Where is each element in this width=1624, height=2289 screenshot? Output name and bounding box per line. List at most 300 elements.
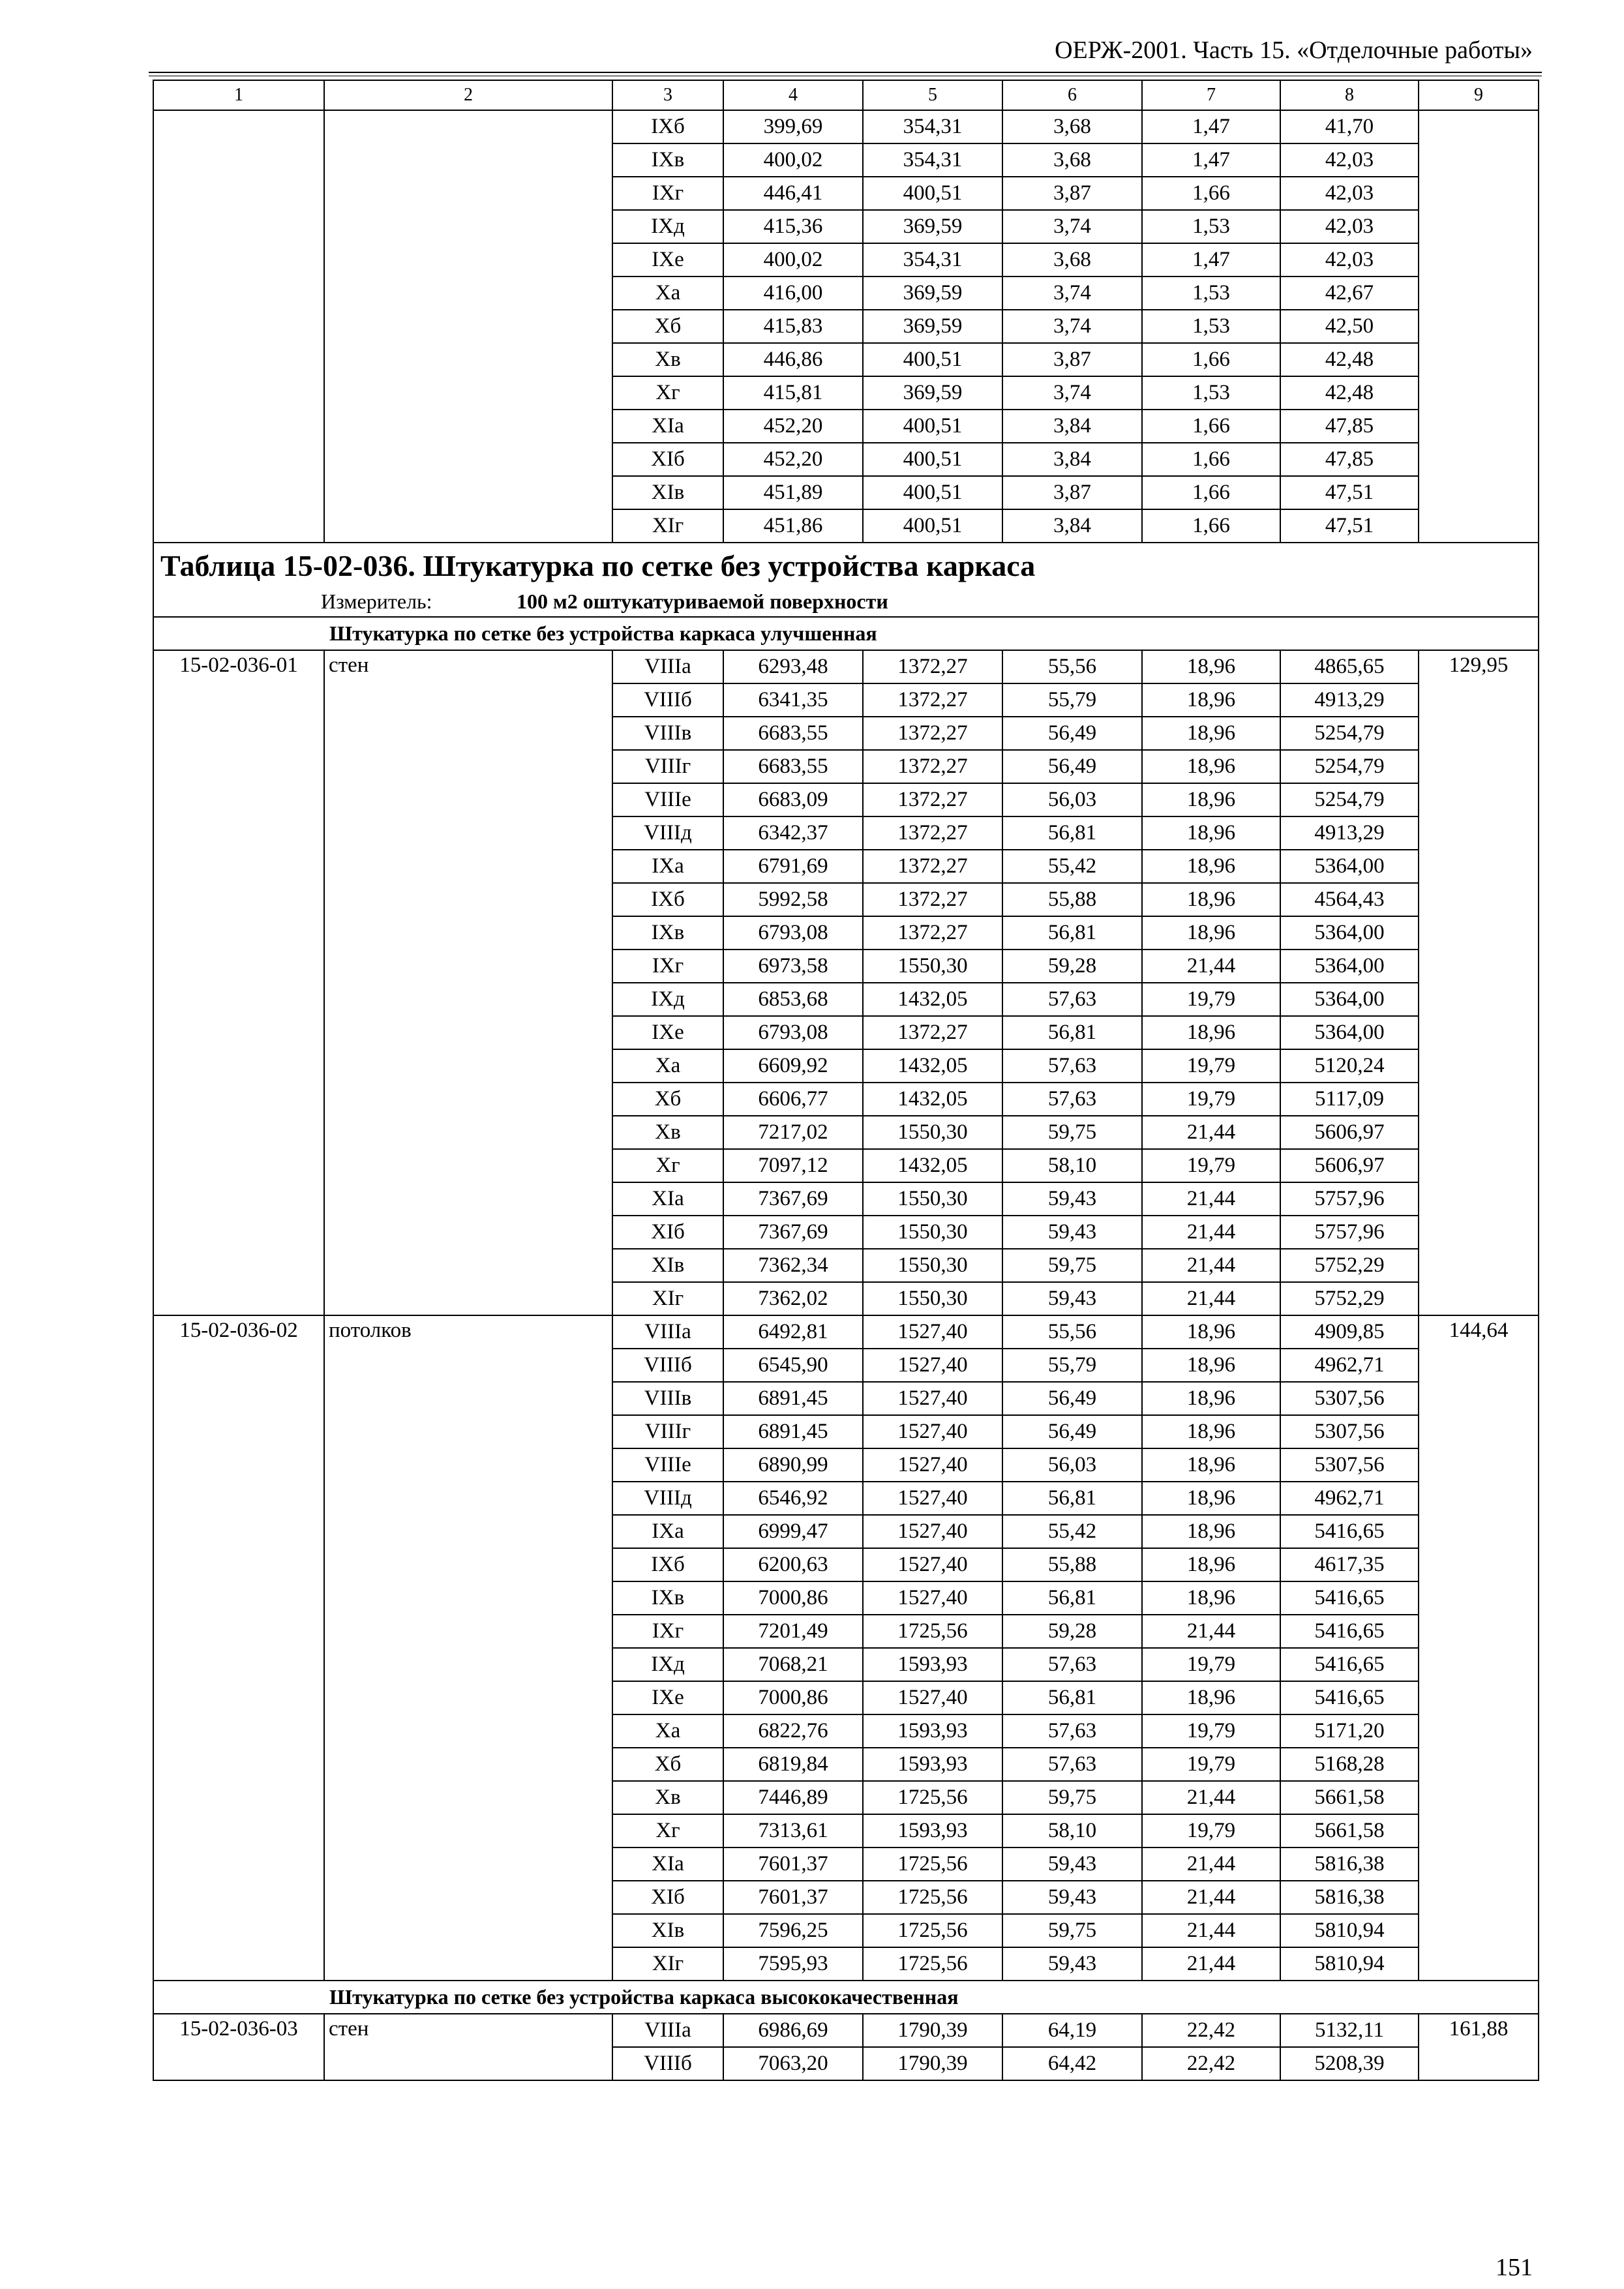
labor-wages: 400,51 (863, 343, 1002, 376)
operator-wages: 21,44 (1142, 1615, 1280, 1648)
total-cost: 6793,08 (723, 1016, 863, 1049)
machine-cost: 55,79 (1002, 683, 1142, 717)
name-cell-empty (324, 110, 612, 543)
machine-cost: 57,63 (1002, 1083, 1142, 1116)
machine-cost: 56,81 (1002, 1482, 1142, 1515)
total-cost: 6293,48 (723, 650, 863, 683)
zone-code: IXа (612, 850, 723, 883)
materials-cost: 4962,71 (1280, 1482, 1419, 1515)
machine-cost: 55,56 (1002, 650, 1142, 683)
machine-cost: 57,63 (1002, 1714, 1142, 1748)
labor-wages: 1372,27 (863, 883, 1002, 916)
machine-cost: 59,28 (1002, 1615, 1142, 1648)
machine-cost: 3,84 (1002, 443, 1142, 476)
zone-code: Xг (612, 1149, 723, 1182)
table-title: Таблица 15-02-036. Штукатурка по сетке без устройства каркаса (153, 543, 1539, 588)
zone-code: Xв (612, 343, 723, 376)
materials-cost: 4913,29 (1280, 683, 1419, 717)
materials-cost: 5752,29 (1280, 1282, 1419, 1315)
labor-wages: 354,31 (863, 243, 1002, 277)
machine-cost: 59,43 (1002, 1881, 1142, 1914)
total-cost: 6492,81 (723, 1315, 863, 1349)
total-cost: 6545,90 (723, 1349, 863, 1382)
section-heading: Штукатурка по сетке без устройства каркаса высококачественная (324, 1981, 1539, 2014)
column-number: 4 (723, 80, 863, 110)
machine-cost: 3,74 (1002, 376, 1142, 410)
materials-cost: 5254,79 (1280, 783, 1419, 816)
operator-wages: 21,44 (1142, 1881, 1280, 1914)
materials-cost: 4909,85 (1280, 1315, 1419, 1349)
item-code: 15-02-036-02 (153, 1315, 324, 1981)
zone-code: VIIIб (612, 1349, 723, 1382)
column-number-row (153, 80, 1539, 110)
materials-cost: 4617,35 (1280, 1548, 1419, 1581)
materials-cost: 5416,65 (1280, 1615, 1419, 1648)
operator-wages: 1,66 (1142, 476, 1280, 509)
machine-cost: 58,10 (1002, 1149, 1142, 1182)
code-cell-empty (153, 110, 324, 543)
total-cost: 6341,35 (723, 683, 863, 717)
machine-cost: 56,49 (1002, 750, 1142, 783)
labor-wages: 1527,40 (863, 1382, 1002, 1415)
labor-wages: 1550,30 (863, 1182, 1002, 1216)
labor-wages: 1372,27 (863, 683, 1002, 717)
operator-wages: 1,53 (1142, 210, 1280, 243)
table-body (153, 80, 1539, 2080)
labor-wages: 1527,40 (863, 1315, 1002, 1349)
labor-wages: 1527,40 (863, 1415, 1002, 1448)
zone-code: IXв (612, 1581, 723, 1615)
machine-cost: 55,88 (1002, 1548, 1142, 1581)
machine-cost: 55,42 (1002, 1515, 1142, 1548)
total-cost: 6609,92 (723, 1049, 863, 1083)
materials-cost: 42,50 (1280, 310, 1419, 343)
zone-code: VIIIе (612, 1448, 723, 1482)
operator-wages: 21,44 (1142, 1116, 1280, 1149)
operator-wages: 1,66 (1142, 509, 1280, 543)
zone-code: IXг (612, 1615, 723, 1648)
zone-code: Xа (612, 277, 723, 310)
total-cost: 7601,37 (723, 1848, 863, 1881)
item-name: потолков (324, 1315, 612, 1981)
zone-code: XIа (612, 1182, 723, 1216)
materials-cost: 5757,96 (1280, 1182, 1419, 1216)
column-number: 9 (1419, 80, 1539, 110)
zone-code: IXе (612, 243, 723, 277)
labor-wages: 1432,05 (863, 1149, 1002, 1182)
labor-wages: 1593,93 (863, 1714, 1002, 1748)
table-title-row (153, 543, 1539, 588)
total-cost: 7063,20 (723, 2047, 863, 2080)
operator-wages: 18,96 (1142, 1349, 1280, 1382)
operator-wages: 1,47 (1142, 143, 1280, 177)
total-cost: 446,41 (723, 177, 863, 210)
machine-cost: 56,81 (1002, 1016, 1142, 1049)
table-row (153, 110, 1539, 143)
total-cost: 452,20 (723, 443, 863, 476)
meter-row (153, 588, 1539, 617)
item-name: стен (324, 650, 612, 1315)
machine-cost: 58,10 (1002, 1814, 1142, 1848)
zone-code: VIIIд (612, 816, 723, 850)
col9-cell-empty (1419, 110, 1539, 543)
materials-cost: 5208,39 (1280, 2047, 1419, 2080)
column-number: 8 (1280, 80, 1419, 110)
labor-wages: 1790,39 (863, 2014, 1002, 2047)
machine-cost: 57,63 (1002, 1049, 1142, 1083)
labor-wages: 1725,56 (863, 1881, 1002, 1914)
materials-cost: 47,51 (1280, 509, 1419, 543)
operator-wages: 18,96 (1142, 916, 1280, 950)
operator-wages: 21,44 (1142, 950, 1280, 983)
section-spacer (153, 1981, 324, 2014)
machine-cost: 59,43 (1002, 1282, 1142, 1315)
labor-wages: 1593,93 (863, 1814, 1002, 1848)
machine-cost: 59,28 (1002, 950, 1142, 983)
labor-wages: 1593,93 (863, 1748, 1002, 1781)
operator-wages: 19,79 (1142, 1083, 1280, 1116)
total-cost: 7596,25 (723, 1914, 863, 1947)
zone-code: VIIIг (612, 750, 723, 783)
materials-cost: 42,03 (1280, 143, 1419, 177)
total-cost: 7595,93 (723, 1947, 863, 1981)
zone-code: IXа (612, 1515, 723, 1548)
total-cost: 6986,69 (723, 2014, 863, 2047)
total-cost: 7362,34 (723, 1249, 863, 1282)
labor-wages: 1527,40 (863, 1482, 1002, 1515)
materials-cost: 5810,94 (1280, 1914, 1419, 1947)
operator-wages: 21,44 (1142, 1249, 1280, 1282)
operator-wages: 21,44 (1142, 1914, 1280, 1947)
operator-wages: 1,66 (1142, 343, 1280, 376)
materials-cost: 5661,58 (1280, 1781, 1419, 1814)
materials-cost: 47,85 (1280, 410, 1419, 443)
materials-cost: 5307,56 (1280, 1415, 1419, 1448)
operator-wages: 18,96 (1142, 750, 1280, 783)
operator-wages: 18,96 (1142, 1482, 1280, 1515)
machine-cost: 55,42 (1002, 850, 1142, 883)
zone-code: XIб (612, 443, 723, 476)
meter-value: 100 м2 оштукатуриваемой поверхности (517, 590, 888, 613)
operator-wages: 19,79 (1142, 1748, 1280, 1781)
machine-cost: 57,63 (1002, 1748, 1142, 1781)
machine-cost: 64,19 (1002, 2014, 1142, 2047)
operator-wages: 19,79 (1142, 1648, 1280, 1681)
zone-code: Xг (612, 376, 723, 410)
total-cost: 415,83 (723, 310, 863, 343)
machine-cost: 55,88 (1002, 883, 1142, 916)
machine-cost: 59,75 (1002, 1914, 1142, 1947)
machine-cost: 56,81 (1002, 1581, 1142, 1615)
operator-wages: 1,66 (1142, 177, 1280, 210)
total-cost: 6891,45 (723, 1382, 863, 1415)
materials-cost: 42,67 (1280, 277, 1419, 310)
labor-wages: 1550,30 (863, 1249, 1002, 1282)
materials-cost: 42,48 (1280, 343, 1419, 376)
zone-code: VIIIв (612, 717, 723, 750)
machine-cost: 59,43 (1002, 1216, 1142, 1249)
labor-wages: 1372,27 (863, 750, 1002, 783)
section-heading-row (153, 1981, 1539, 2014)
machine-cost: 55,79 (1002, 1349, 1142, 1382)
labor-hours: 161,88 (1419, 2014, 1539, 2080)
item-code: 15-02-036-01 (153, 650, 324, 1315)
labor-wages: 1725,56 (863, 1947, 1002, 1981)
machine-cost: 3,84 (1002, 509, 1142, 543)
machine-cost: 56,81 (1002, 1681, 1142, 1714)
materials-cost: 42,03 (1280, 177, 1419, 210)
labor-wages: 1550,30 (863, 1282, 1002, 1315)
labor-wages: 1432,05 (863, 1083, 1002, 1116)
labor-wages: 400,51 (863, 410, 1002, 443)
operator-wages: 21,44 (1142, 1216, 1280, 1249)
section-spacer (153, 617, 324, 650)
total-cost: 6973,58 (723, 950, 863, 983)
total-cost: 6890,99 (723, 1448, 863, 1482)
total-cost: 6999,47 (723, 1515, 863, 1548)
operator-wages: 22,42 (1142, 2047, 1280, 2080)
labor-wages: 369,59 (863, 210, 1002, 243)
estimate-table (153, 80, 1539, 2081)
zone-code: IXе (612, 1016, 723, 1049)
zone-code: IXб (612, 883, 723, 916)
labor-wages: 400,51 (863, 476, 1002, 509)
total-cost: 416,00 (723, 277, 863, 310)
machine-cost: 56,49 (1002, 1382, 1142, 1415)
total-cost: 6891,45 (723, 1415, 863, 1448)
operator-wages: 19,79 (1142, 1814, 1280, 1848)
column-number: 1 (153, 80, 324, 110)
item-code: 15-02-036-03 (153, 2014, 324, 2080)
materials-cost: 5816,38 (1280, 1848, 1419, 1881)
total-cost: 6683,09 (723, 783, 863, 816)
zone-code: IXг (612, 950, 723, 983)
machine-cost: 59,43 (1002, 1848, 1142, 1881)
zone-code: VIIIг (612, 1415, 723, 1448)
machine-cost: 56,49 (1002, 717, 1142, 750)
machine-cost: 64,42 (1002, 2047, 1142, 2080)
labor-wages: 1372,27 (863, 717, 1002, 750)
total-cost: 6606,77 (723, 1083, 863, 1116)
zone-code: IXв (612, 916, 723, 950)
machine-cost: 56,81 (1002, 916, 1142, 950)
page-header: ОЕРЖ-2001. Часть 15. «Отделочные работы» (1055, 37, 1533, 64)
labor-wages: 400,51 (863, 177, 1002, 210)
machine-cost: 3,87 (1002, 476, 1142, 509)
total-cost: 6683,55 (723, 717, 863, 750)
materials-cost: 47,85 (1280, 443, 1419, 476)
zone-code: XIб (612, 1216, 723, 1249)
zone-code: IXб (612, 1548, 723, 1581)
column-number: 5 (863, 80, 1002, 110)
total-cost: 7000,86 (723, 1681, 863, 1714)
machine-cost: 56,49 (1002, 1415, 1142, 1448)
zone-code: IXб (612, 110, 723, 143)
zone-code: XIг (612, 509, 723, 543)
labor-wages: 1527,40 (863, 1448, 1002, 1482)
labor-wages: 354,31 (863, 143, 1002, 177)
labor-wages: 1527,40 (863, 1548, 1002, 1581)
operator-wages: 1,53 (1142, 310, 1280, 343)
labor-wages: 1550,30 (863, 950, 1002, 983)
total-cost: 415,36 (723, 210, 863, 243)
labor-wages: 1527,40 (863, 1515, 1002, 1548)
materials-cost: 5757,96 (1280, 1216, 1419, 1249)
table-row (153, 1315, 1539, 1349)
total-cost: 6822,76 (723, 1714, 863, 1748)
labor-wages: 369,59 (863, 376, 1002, 410)
column-number: 2 (324, 80, 612, 110)
materials-cost: 5171,20 (1280, 1714, 1419, 1748)
machine-cost: 3,74 (1002, 277, 1142, 310)
total-cost: 7000,86 (723, 1581, 863, 1615)
operator-wages: 1,47 (1142, 110, 1280, 143)
materials-cost: 5416,65 (1280, 1515, 1419, 1548)
machine-cost: 56,03 (1002, 783, 1142, 816)
materials-cost: 5132,11 (1280, 2014, 1419, 2047)
zone-code: XIг (612, 1282, 723, 1315)
machine-cost: 3,84 (1002, 410, 1142, 443)
operator-wages: 18,96 (1142, 1382, 1280, 1415)
operator-wages: 18,96 (1142, 1448, 1280, 1482)
zone-code: Xб (612, 1083, 723, 1116)
zone-code: VIIIа (612, 650, 723, 683)
total-cost: 6546,92 (723, 1482, 863, 1515)
materials-cost: 5254,79 (1280, 717, 1419, 750)
operator-wages: 19,79 (1142, 1714, 1280, 1748)
materials-cost: 5416,65 (1280, 1648, 1419, 1681)
machine-cost: 59,43 (1002, 1182, 1142, 1216)
total-cost: 7201,49 (723, 1615, 863, 1648)
labor-wages: 1725,56 (863, 1615, 1002, 1648)
labor-wages: 1372,27 (863, 850, 1002, 883)
zone-code: VIIIа (612, 1315, 723, 1349)
labor-wages: 1550,30 (863, 1216, 1002, 1249)
labor-wages: 1725,56 (863, 1848, 1002, 1881)
zone-code: XIг (612, 1947, 723, 1981)
materials-cost: 47,51 (1280, 476, 1419, 509)
materials-cost: 5364,00 (1280, 850, 1419, 883)
labor-wages: 369,59 (863, 310, 1002, 343)
labor-wages: 1725,56 (863, 1914, 1002, 1947)
zone-code: Xа (612, 1049, 723, 1083)
total-cost: 7313,61 (723, 1814, 863, 1848)
table-row (153, 2014, 1539, 2047)
zone-code: Xб (612, 310, 723, 343)
materials-cost: 5307,56 (1280, 1382, 1419, 1415)
materials-cost: 5416,65 (1280, 1581, 1419, 1615)
materials-cost: 4865,65 (1280, 650, 1419, 683)
zone-code: Xа (612, 1714, 723, 1748)
total-cost: 7367,69 (723, 1216, 863, 1249)
total-cost: 451,89 (723, 476, 863, 509)
labor-wages: 1725,56 (863, 1781, 1002, 1814)
zone-code: XIб (612, 1881, 723, 1914)
materials-cost: 5168,28 (1280, 1748, 1419, 1781)
labor-wages: 1432,05 (863, 1049, 1002, 1083)
total-cost: 5992,58 (723, 883, 863, 916)
total-cost: 7446,89 (723, 1781, 863, 1814)
labor-wages: 1527,40 (863, 1581, 1002, 1615)
machine-cost: 3,87 (1002, 343, 1142, 376)
machine-cost: 59,43 (1002, 1947, 1142, 1981)
total-cost: 6200,63 (723, 1548, 863, 1581)
total-cost: 7217,02 (723, 1116, 863, 1149)
zone-code: IXе (612, 1681, 723, 1714)
labor-wages: 1593,93 (863, 1648, 1002, 1681)
labor-wages: 1550,30 (863, 1116, 1002, 1149)
operator-wages: 18,96 (1142, 683, 1280, 717)
materials-cost: 5307,56 (1280, 1448, 1419, 1482)
column-number: 7 (1142, 80, 1280, 110)
materials-cost: 5364,00 (1280, 983, 1419, 1016)
materials-cost: 5661,58 (1280, 1814, 1419, 1848)
materials-cost: 4564,43 (1280, 883, 1419, 916)
operator-wages: 19,79 (1142, 983, 1280, 1016)
labor-wages: 1372,27 (863, 783, 1002, 816)
labor-wages: 354,31 (863, 110, 1002, 143)
total-cost: 452,20 (723, 410, 863, 443)
total-cost: 7601,37 (723, 1881, 863, 1914)
total-cost: 6791,69 (723, 850, 863, 883)
zone-code: IXд (612, 983, 723, 1016)
labor-wages: 1527,40 (863, 1349, 1002, 1382)
zone-code: Xб (612, 1748, 723, 1781)
machine-cost: 3,74 (1002, 310, 1142, 343)
materials-cost: 42,48 (1280, 376, 1419, 410)
operator-wages: 18,96 (1142, 1016, 1280, 1049)
labor-wages: 400,51 (863, 443, 1002, 476)
labor-wages: 1372,27 (863, 1016, 1002, 1049)
materials-cost: 41,70 (1280, 110, 1419, 143)
labor-wages: 1432,05 (863, 983, 1002, 1016)
materials-cost: 5254,79 (1280, 750, 1419, 783)
labor-wages: 400,51 (863, 509, 1002, 543)
materials-cost: 5117,09 (1280, 1083, 1419, 1116)
materials-cost: 5416,65 (1280, 1681, 1419, 1714)
materials-cost: 4913,29 (1280, 816, 1419, 850)
machine-cost: 59,75 (1002, 1249, 1142, 1282)
operator-wages: 18,96 (1142, 1315, 1280, 1349)
operator-wages: 21,44 (1142, 1947, 1280, 1981)
operator-wages: 18,96 (1142, 1581, 1280, 1615)
operator-wages: 18,96 (1142, 1548, 1280, 1581)
total-cost: 6793,08 (723, 916, 863, 950)
zone-code: IXд (612, 210, 723, 243)
materials-cost: 5752,29 (1280, 1249, 1419, 1282)
machine-cost: 56,03 (1002, 1448, 1142, 1482)
meter-cell (153, 588, 1539, 617)
total-cost: 6683,55 (723, 750, 863, 783)
zone-code: VIIIд (612, 1482, 723, 1515)
total-cost: 6819,84 (723, 1748, 863, 1781)
operator-wages: 18,96 (1142, 783, 1280, 816)
machine-cost: 56,81 (1002, 816, 1142, 850)
header-rule (149, 72, 1542, 76)
zone-code: XIв (612, 1914, 723, 1947)
zone-code: XIв (612, 476, 723, 509)
zone-code: VIIIб (612, 2047, 723, 2080)
operator-wages: 18,96 (1142, 883, 1280, 916)
materials-cost: 5364,00 (1280, 916, 1419, 950)
materials-cost: 5816,38 (1280, 1881, 1419, 1914)
labor-hours: 129,95 (1419, 650, 1539, 1315)
total-cost: 7097,12 (723, 1149, 863, 1182)
section-heading: Штукатурка по сетке без устройства каркаса улучшенная (324, 617, 1539, 650)
labor-wages: 1527,40 (863, 1681, 1002, 1714)
operator-wages: 22,42 (1142, 2014, 1280, 2047)
materials-cost: 5364,00 (1280, 1016, 1419, 1049)
